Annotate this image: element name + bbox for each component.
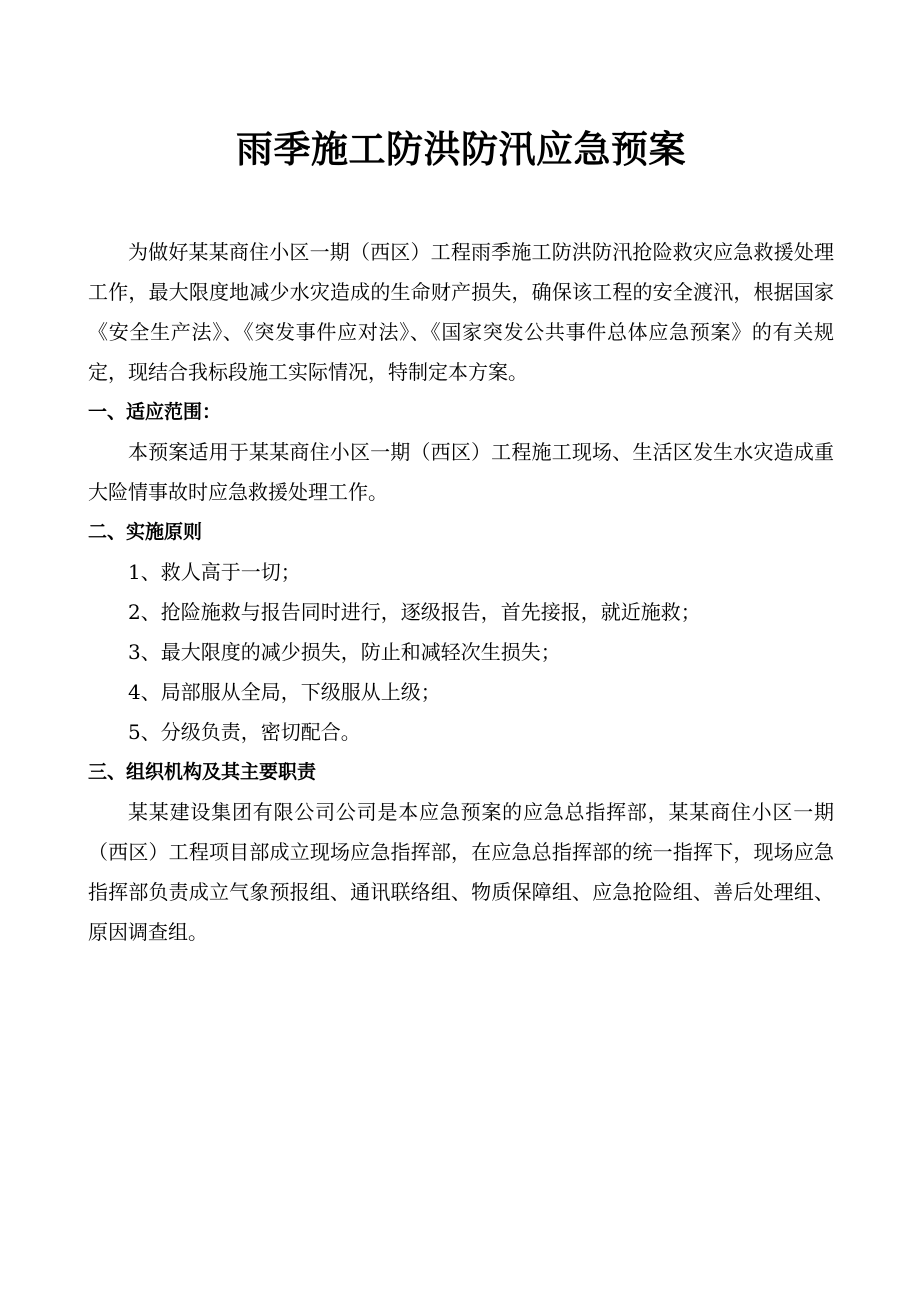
scope-paragraph: 本预案适用于某某商住小区一期（西区）工程施工现场、生活区发生水灾造成重大险情事故时应急救援处理工作。 <box>88 440 834 504</box>
list-item: 5、分级负责，密切配合。 <box>128 720 361 744</box>
section-heading-organization: 三、组织机构及其主要职责 <box>88 761 317 783</box>
document-title: 雨季施工防洪防汛应急预案 <box>236 128 686 171</box>
list-item: 1、救人高于一切； <box>128 560 301 584</box>
organization-paragraph: 某某建设集团有限公司公司是本应急预案的应急总指挥部，某某商住小区一期（西区）工程项目部成立现场应急指挥部，在应急总指挥部的统一指挥下，现场应急指挥部负责成立气象预报组、通讯联络组、物质保障组、应急抢险组、善后处理组、原因调查组。 <box>88 800 834 944</box>
principles-list <box>88 552 834 752</box>
section-heading-scope: 一、适应范围： <box>88 401 222 423</box>
document-body <box>88 232 834 952</box>
list-item: 3、最大限度的减少损失，防止和减轻次生损失； <box>128 640 561 664</box>
section-heading-principles: 二、实施原则 <box>88 521 203 543</box>
intro-paragraph: 为做好某某商住小区一期（西区）工程雨季施工防洪防汛抢险救灾应急救援处理工作，最大限度地减少水灾造成的生命财产损失，确保该工程的安全渡汛，根据国家《安全生产法》、《突发事件应对法》、《国家突发公共事件总体应急预案》的有关规定，现结合我标段施工实际情况，特制定本方案。 <box>88 240 834 384</box>
list-item: 2、抢险施救与报告同时进行，逐级报告，首先接报，就近施救； <box>128 600 701 624</box>
list-item: 4、局部服从全局，下级服从上级； <box>128 680 441 704</box>
